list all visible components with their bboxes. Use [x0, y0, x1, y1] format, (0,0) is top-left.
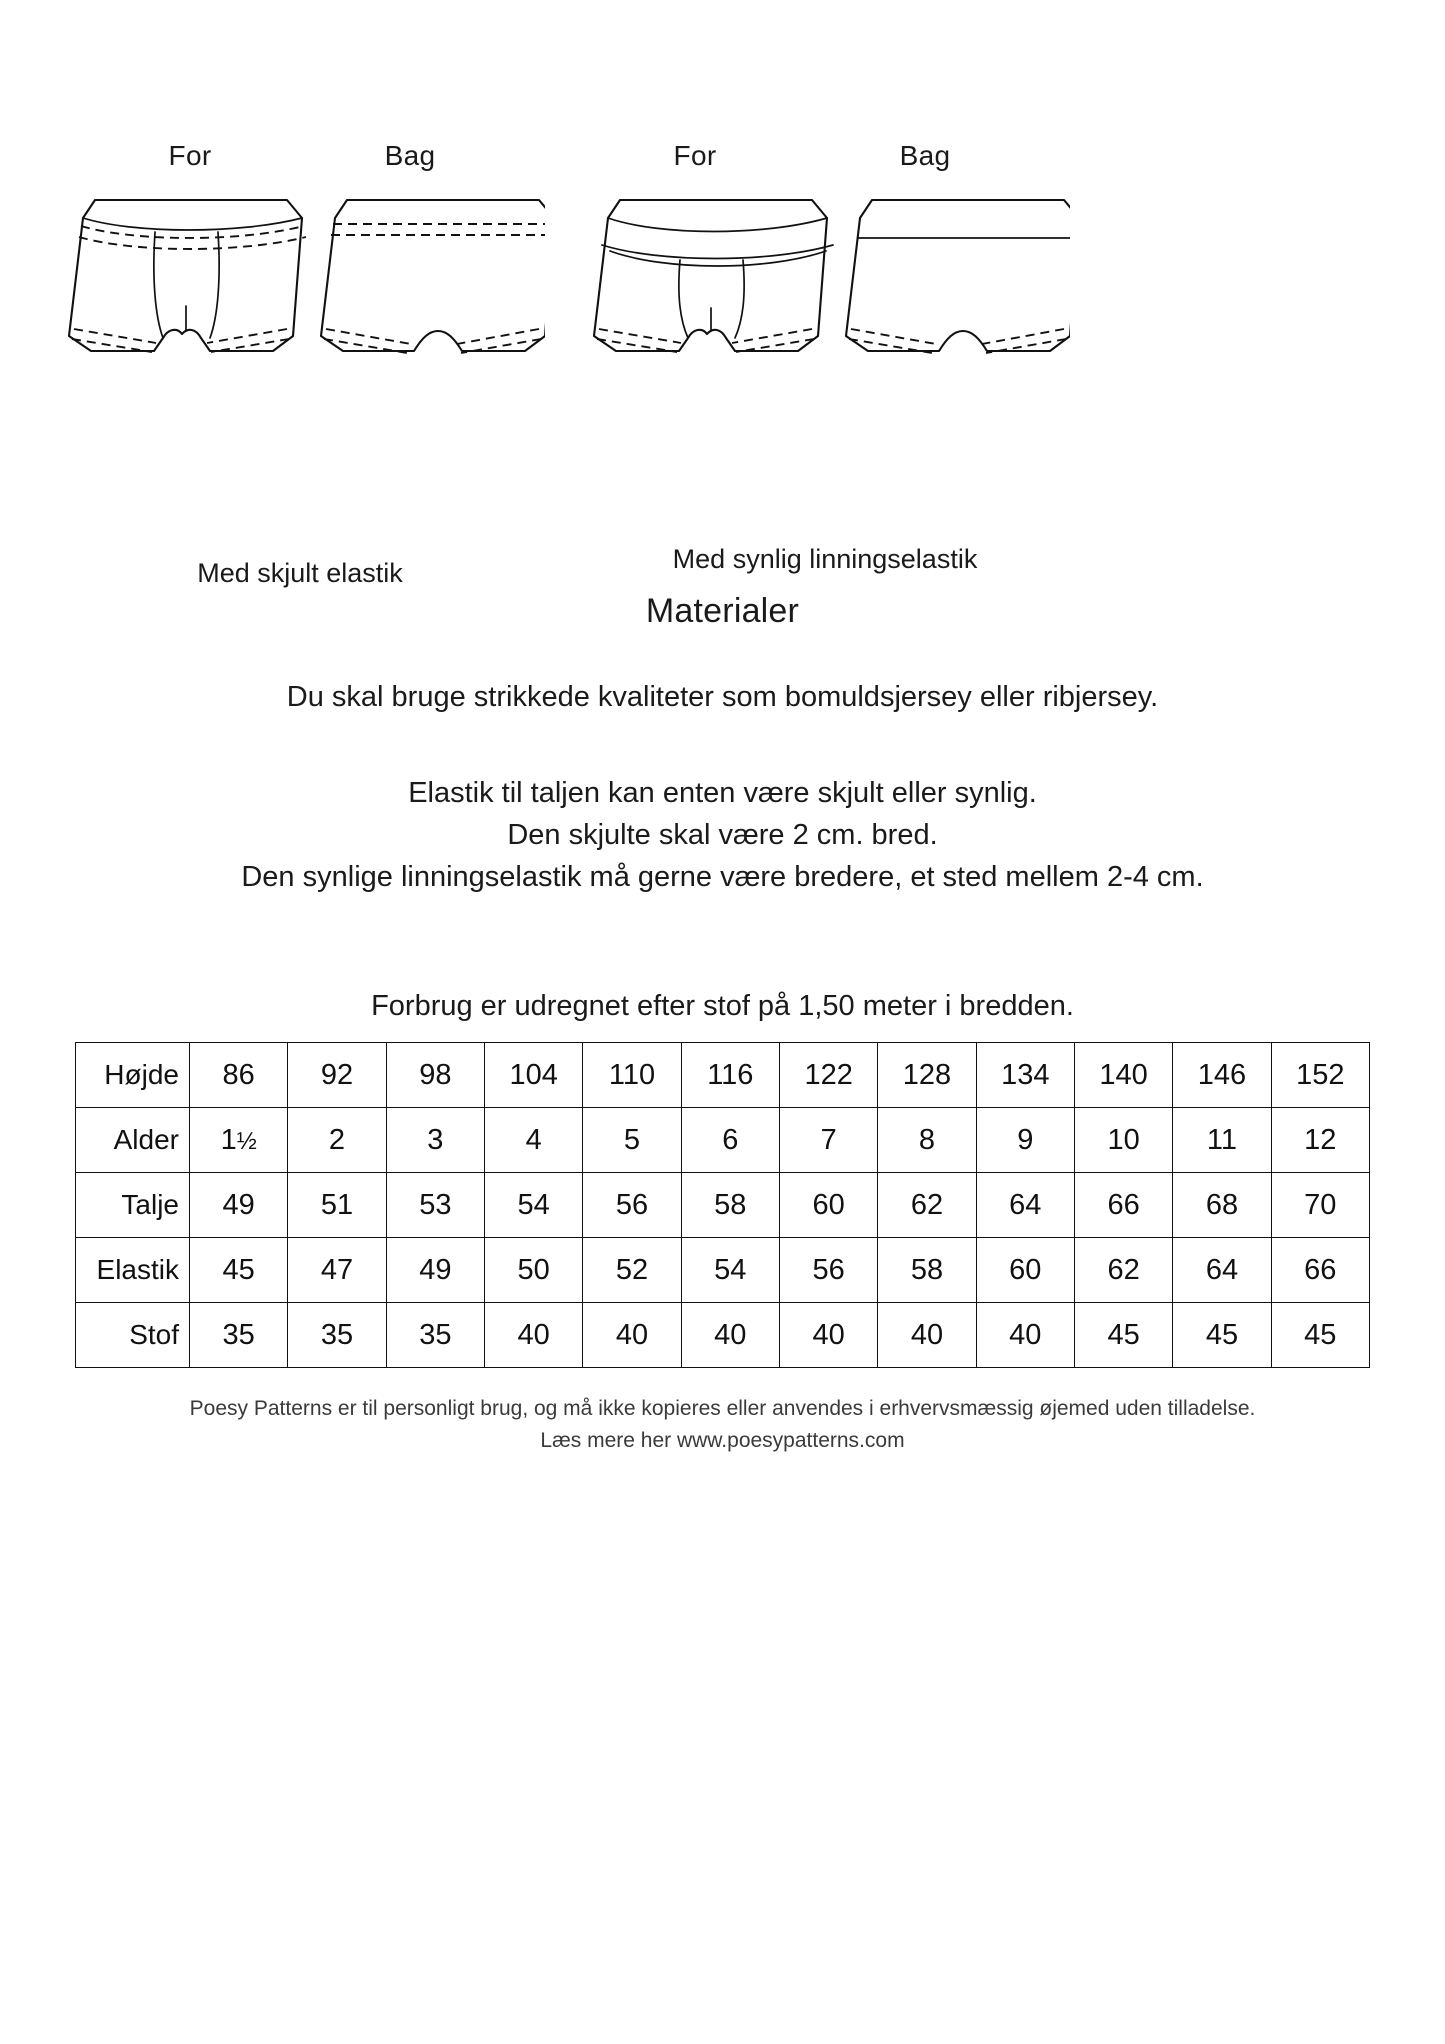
- table-cell: 60: [976, 1238, 1074, 1303]
- consumption-note: Forbrug er udregnet efter stof på 1,50 meter i bredden.: [371, 990, 1074, 1022]
- table-cell: 56: [779, 1238, 877, 1303]
- table-cell: 50: [484, 1238, 582, 1303]
- variant-visible-elastic: [580, 140, 1070, 470]
- table-cell: 8: [878, 1108, 976, 1173]
- boxer-back-visible: [846, 200, 1070, 353]
- table-row: [76, 1108, 1370, 1173]
- table-cell: 40: [878, 1303, 976, 1368]
- table-cell: 40: [779, 1303, 877, 1368]
- table-cell: 5: [583, 1108, 681, 1173]
- table-cell: 62: [878, 1173, 976, 1238]
- table-cell: 66: [1271, 1238, 1369, 1303]
- caption-hidden-elastic: Med skjult elastik: [197, 558, 403, 588]
- table-cell: 56: [583, 1173, 681, 1238]
- footer-website: Læs mere her www.poesypatterns.com: [540, 1428, 905, 1452]
- footer-copyright: Poesy Patterns er til personligt brug, og må ikke kopieres eller anvendes i erhvervsmæssig øjemed uden tilladelse.: [189, 1397, 1256, 1420]
- table-cell: 122: [779, 1043, 877, 1108]
- table-cell: 9: [976, 1108, 1074, 1173]
- table-cell: 64: [1173, 1238, 1271, 1303]
- table-cell: 45: [1271, 1303, 1369, 1368]
- table-cell: 45: [1173, 1303, 1271, 1368]
- table-row: [76, 1173, 1370, 1238]
- table-cell: 134: [976, 1043, 1074, 1108]
- table-cell: 92: [288, 1043, 386, 1108]
- elastic-line-3: Den synlige linningselastik må gerne være bredere, et sted mellem 2-4 cm.: [241, 860, 1204, 893]
- table-cell: 146: [1173, 1043, 1271, 1108]
- table-cell: 116: [681, 1043, 779, 1108]
- table-cell: 35: [386, 1303, 484, 1368]
- view-label-back-visible: Bag: [899, 140, 951, 171]
- table-cell: 6: [681, 1108, 779, 1173]
- table-cell: 2: [288, 1108, 386, 1173]
- table-cell: 40: [583, 1303, 681, 1368]
- materials-section: [0, 592, 1445, 898]
- table-cell: 68: [1173, 1173, 1271, 1238]
- table-row: [76, 1043, 1370, 1108]
- size-table-body: [76, 1043, 1370, 1368]
- table-cell: 7: [779, 1108, 877, 1173]
- table-cell: 60: [779, 1173, 877, 1238]
- table-cell: 10: [1074, 1108, 1172, 1173]
- table-cell: 54: [681, 1238, 779, 1303]
- table-cell: 58: [681, 1173, 779, 1238]
- boxer-sketch-hidden-elastic: [55, 188, 545, 438]
- table-cell: 11: [1173, 1108, 1271, 1173]
- table-cell: 62: [1074, 1238, 1172, 1303]
- table-cell: 152: [1271, 1043, 1369, 1108]
- size-table: [75, 1042, 1370, 1368]
- row-label: Talje: [76, 1173, 190, 1238]
- table-cell: 3: [386, 1108, 484, 1173]
- fraction-glyph: ½: [236, 1127, 257, 1155]
- row-label: Elastik: [76, 1238, 190, 1303]
- row-label: Højde: [76, 1043, 190, 1108]
- table-cell: 52: [583, 1238, 681, 1303]
- table-row: [76, 1303, 1370, 1368]
- materials-intro: Du skal bruge strikkede kvaliteter som bomuldsjersey eller ribjersey.: [286, 681, 1159, 713]
- materials-elastic-info: [0, 773, 1445, 898]
- table-cell: 51: [288, 1173, 386, 1238]
- elastic-line-1: Elastik til taljen kan enten være skjult eller synlig.: [408, 777, 1037, 810]
- table-cell: 64: [976, 1173, 1074, 1238]
- view-label-back-hidden: Bag: [384, 140, 436, 171]
- elastic-line-2: Den skjulte skal være 2 cm. bred.: [507, 818, 938, 851]
- boxer-front-hidden: [69, 200, 306, 352]
- table-cell: 140: [1074, 1043, 1172, 1108]
- materials-heading: Materialer: [645, 592, 800, 630]
- row-label: Alder: [76, 1108, 190, 1173]
- table-cell: 49: [190, 1173, 288, 1238]
- footer: [0, 1393, 1445, 1456]
- table-cell: 70: [1271, 1173, 1369, 1238]
- table-cell: 45: [1074, 1303, 1172, 1368]
- table-cell: 86: [190, 1043, 288, 1108]
- boxer-back-hidden: [321, 200, 545, 353]
- table-cell: 66: [1074, 1173, 1172, 1238]
- table-cell: 35: [190, 1303, 288, 1368]
- boxer-front-visible: [594, 200, 833, 352]
- table-cell: 110: [583, 1043, 681, 1108]
- table-cell: 12: [1271, 1108, 1369, 1173]
- table-cell: 35: [288, 1303, 386, 1368]
- table-cell: 58: [878, 1238, 976, 1303]
- table-cell: 1½: [190, 1108, 288, 1173]
- table-cell: 53: [386, 1173, 484, 1238]
- caption-visible-elastic: Med synlig linningselastik: [672, 544, 978, 574]
- table-cell: 4: [484, 1108, 582, 1173]
- size-table-container: [75, 1042, 1370, 1368]
- row-label: Stof: [76, 1303, 190, 1368]
- table-cell: 49: [386, 1238, 484, 1303]
- table-cell: 54: [484, 1173, 582, 1238]
- table-cell: 47: [288, 1238, 386, 1303]
- table-cell: 40: [681, 1303, 779, 1368]
- table-cell: 40: [976, 1303, 1074, 1368]
- variant-hidden-elastic: [55, 140, 545, 470]
- illustration-band: [0, 140, 1445, 588]
- view-label-front-hidden: For: [168, 140, 212, 171]
- view-label-front-visible: For: [673, 140, 717, 171]
- table-cell: 45: [190, 1238, 288, 1303]
- boxer-sketch-visible-elastic: [580, 188, 1070, 438]
- table-row: [76, 1238, 1370, 1303]
- table-cell: 40: [484, 1303, 582, 1368]
- table-cell: 98: [386, 1043, 484, 1108]
- table-cell: 104: [484, 1043, 582, 1108]
- table-cell: 128: [878, 1043, 976, 1108]
